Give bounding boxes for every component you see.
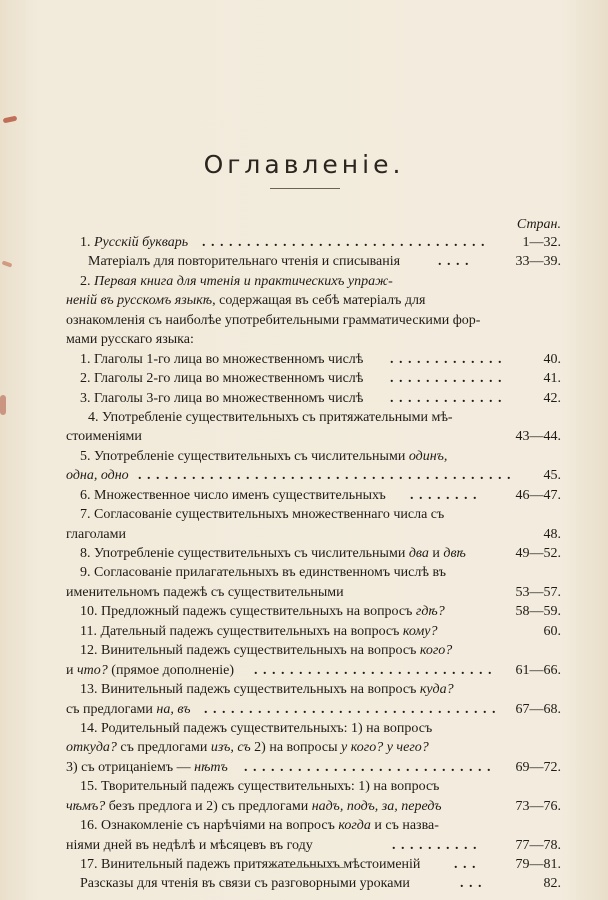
toc-entry[interactable]: 7. Согласованіе существительныхъ множественнаго числа съ [80,507,445,523]
page-number: 40. [543,351,561,367]
page-column-header: Стран. [516,217,561,232]
toc-entry-continuation: ознакомленія съ наиболѣе употребительными грамматическими фор- [66,312,481,328]
ink-stain [0,395,6,415]
toc-entry[interactable]: 1. Русскій букварь ................................ 1—32. [66,233,561,252]
page-number: 53—57. [515,584,561,600]
toc-entry[interactable]: 4. Употребленіе существительныхъ съ притяжательными мѣ- [88,409,453,425]
toc-entry[interactable]: 2. Первая книга для чтенія и практическихъ упраж- [80,273,393,289]
toc-entry[interactable]: Матеріалъ для повторительнаго чтенія и списыванія .... 33—39. [66,252,561,271]
toc-entry-continuation: чѣмъ? безъ предлога и 2) съ предлогами надъ, подъ, за, передъ 73—76. [66,797,561,816]
toc-entry-continuation: мами русскаго языка: [66,332,194,348]
page-number: 45. [543,468,561,484]
toc-entry[interactable]: 8. Употребленіе существительныхъ съ числительными два и двѣ 49—52. [66,544,561,563]
toc-entry-continuation: глаголами 48. [66,525,561,544]
page-number: 73—76. [515,798,561,814]
page-number: 48. [543,526,561,542]
page-number: 67—68. [515,701,561,717]
dot-leader: ............. [390,351,507,367]
dot-leader: ................................ [202,235,490,250]
toc-entry[interactable]: 12. Винительный падежъ существительныхъ на вопросъ кого? [80,643,453,659]
toc-entry[interactable]: 10. Предложный падежъ существительныхъ на вопросъ гдѣ? 58—59. [66,602,561,621]
toc-entry[interactable]: Разсказы для чтенія въ связи съ разговорными уроками ... 82. [66,874,561,893]
table-of-contents [66,233,561,894]
dot-leader: ............................ [244,759,496,775]
toc-entry-continuation: одна, одно .......................................... 45. [66,466,561,485]
page-title: Оглавленіе. [203,150,405,179]
toc-entry[interactable]: 6. Множественное число именъ существительныхъ ........ 46—47. [66,486,561,505]
page-number: 69—72. [515,759,561,775]
toc-entry[interactable]: 2. Глаголы 2-го лица во множественномъ числѣ ............. 41. [66,369,561,388]
page-number: 42. [543,390,561,406]
dot-leader: ................................. [204,701,501,717]
dot-leader: ............. [390,390,507,406]
page-number: 60. [543,623,561,639]
toc-entry[interactable]: 16. Ознакомленіе съ нарѣчіями на вопросъ когда и съ назва- [80,818,439,834]
toc-entry[interactable]: 13. Винительный падежъ существительныхъ на вопросъ куда? [80,682,454,698]
toc-entry[interactable]: 3. Глаголы 3-го лица во множественномъ числѣ ............. 42. [66,389,561,408]
page-number: 82. [543,876,561,892]
dot-leader: ... [460,876,487,892]
ink-stain [2,260,13,267]
page-number: 58—59. [515,604,561,620]
dot-leader: ........ [410,487,482,503]
toc-entry-continuation: съ предлогами на, въ ................................. 67—68. [66,700,561,719]
dot-leader: .......... [392,837,482,853]
page-number: 43—44. [515,429,561,445]
page-number: 1—32. [522,235,561,250]
toc-entry[interactable]: 1. Глаголы 1-го лица во множественномъ числѣ ............. 40. [66,350,561,369]
toc-entry-continuation: 3) съ отрицаніемъ — нѣтъ ............................ 69—72. [66,758,561,777]
toc-entry[interactable]: 11. Дательный падежъ существительныхъ на вопросъ кому? 60. [66,622,561,641]
toc-entry[interactable]: 9. Согласованіе прилагательныхъ въ единственномъ числѣ въ [80,565,446,581]
toc-entry[interactable]: 15. Творительный падежъ существительныхъ: 1) на вопросъ [80,779,440,795]
dot-leader: .... [438,254,474,270]
toc-entry-continuation: именительномъ падежѣ съ существительными 53—57. [66,583,561,602]
page-number: 49—52. [515,546,561,561]
toc-entry[interactable]: 5. Употребленіе существительныхъ съ числительными одинъ, [80,448,448,464]
toc-entry-continuation: и что? (прямое дополненіе) ........................... 61—66. [66,661,561,680]
page-number: 79—81. [515,857,561,872]
toc-entry[interactable]: 17. Винительный падежъ притяжательныхъ мѣстоименій ... 79—81. [66,855,561,874]
page-number: 61—66. [515,662,561,678]
dot-leader: .......................................... [138,468,516,484]
bottom-rule [265,867,345,868]
dot-leader: ........................... [254,662,497,678]
toc-entry-continuation: ніями дней въ недѣлѣ и мѣсяцевъ въ году .......... 77—78. [66,836,561,855]
title-rule [270,188,340,189]
dot-leader: ... [454,857,481,872]
ink-stain [3,116,18,124]
toc-entry-continuation: неній въ русскомъ языкѣ, содержащая въ себѣ матеріалъ для [66,293,426,309]
page-number: 41. [543,371,561,387]
toc-entry[interactable]: 14. Родительный падежъ существительныхъ: 1) на вопросъ [80,720,433,736]
page-number: 46—47. [515,487,561,503]
toc-entry-continuation: откуда? съ предлогами изъ, съ 2) на вопросы у кого? у чего? [66,740,429,756]
page-number: 77—78. [515,837,561,853]
toc-entry-continuation: стоименіями 43—44. [66,427,561,446]
page-number: 33—39. [515,254,561,270]
dot-leader: ............. [390,371,507,387]
